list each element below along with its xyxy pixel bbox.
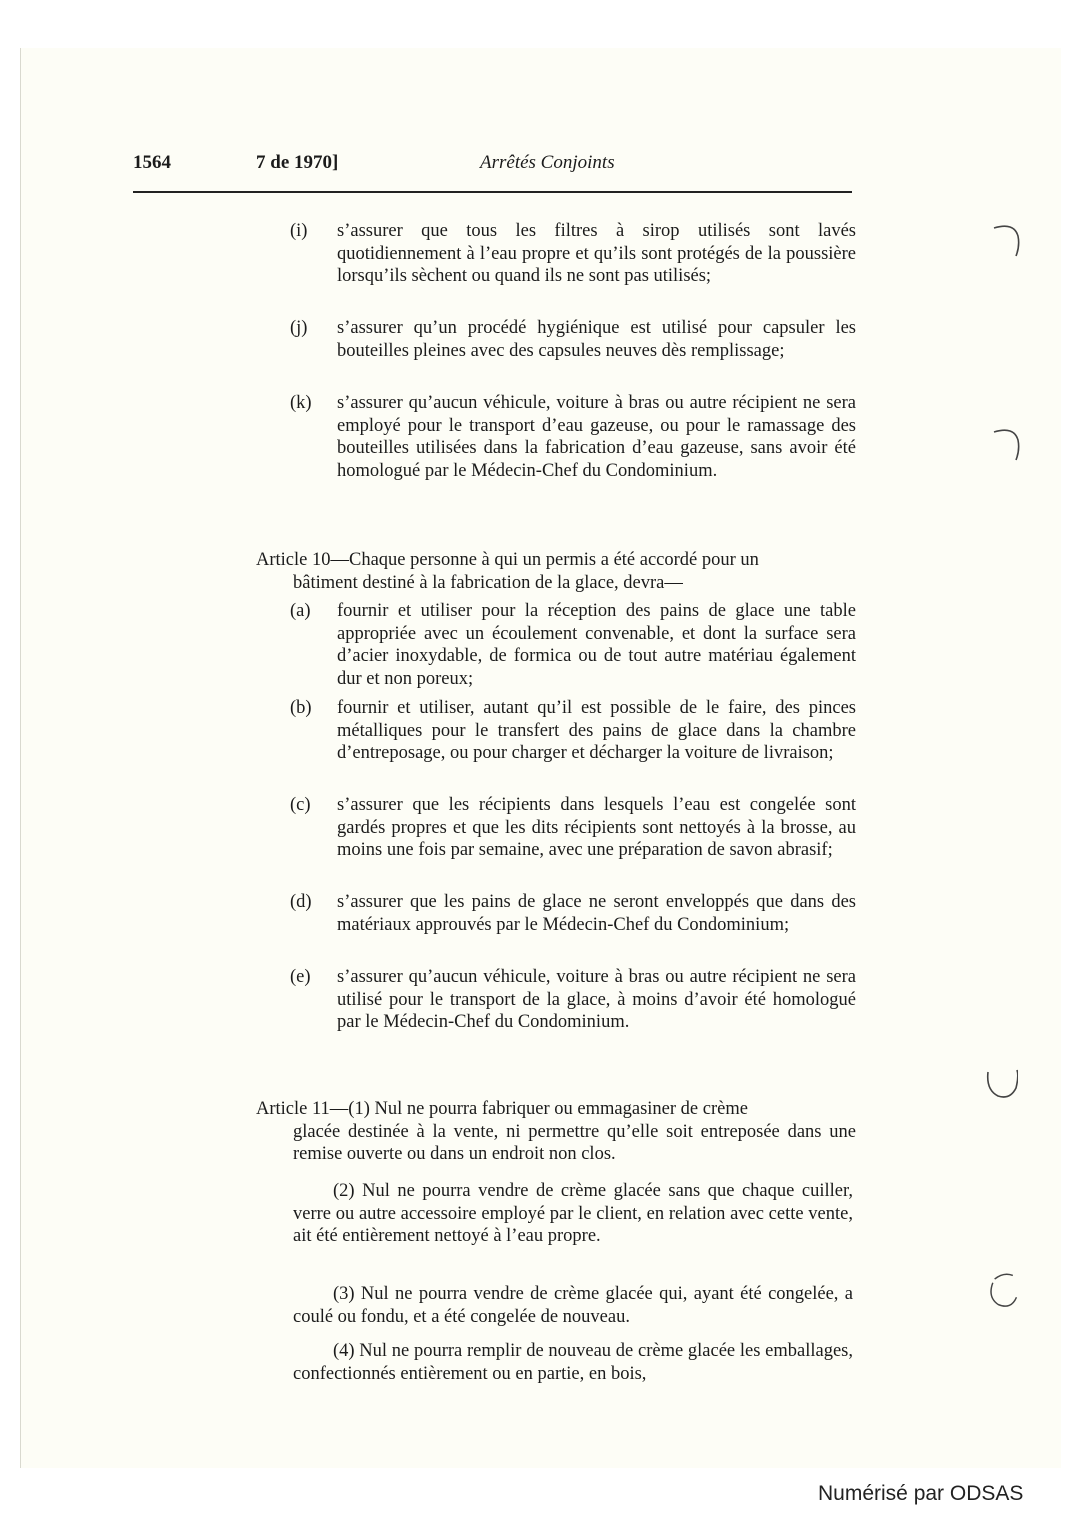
list-item-text: s’assurer que tous les filtres à sirop utilisés sont lavés quotidiennement à l’eau propre et qu’ils sont protégés de la poussière lorsqu’ils sèchent ou quand ils ne sont pas utilisés;	[337, 221, 856, 287]
list-item	[290, 794, 856, 862]
list-item-text: s’assurer que les récipients dans lesquels l’eau est congelée sont gardés propres et que les dits récipients sont nettoyés à la brosse, au moins une fois par semaine, avec une préparation de savon abrasif;	[337, 795, 856, 861]
list-item-label: (j)	[290, 318, 308, 338]
list-item-text: fournir et utiliser, autant qu’il est possible de le faire, des pinces métalliques pour le transfert des pains de glace dans la chambre d’entreposage, ou pour charger et décharger la voiture de livraison;	[337, 698, 856, 764]
list-item	[290, 220, 856, 288]
list-item-label: (e)	[290, 967, 311, 987]
issue-reference: 7 de 1970]	[256, 152, 339, 173]
article-heading: Article 10—Chaque personne à qui un permis a été accordé pour un	[256, 550, 759, 570]
list-item	[290, 392, 856, 482]
list-item	[290, 317, 856, 362]
list-item-text: s’assurer qu’aucun véhicule, voiture à bras ou autre récipient ne sera utilisé pour le transport de la glace, à moins d’avoir été homologué par le Médecin-Chef du Condominium.	[337, 967, 856, 1033]
page-header	[0, 152, 1075, 182]
article-heading: Article 11—(1) Nul ne pourra fabriquer ou emmagasiner de crème	[256, 1099, 748, 1119]
list-item-label: (b)	[290, 698, 312, 718]
article-text: bâtiment destiné à la fabrication de la glace, devra—	[293, 572, 683, 593]
punch-hole-icon	[984, 1270, 1018, 1310]
list-item-label: (a)	[290, 601, 311, 621]
article-paragraph: (3) Nul ne pourra vendre de crème glacée qui, ayant été congelée, a coulé ou fondu, et a été congelée de nouveau.	[293, 1284, 853, 1327]
page-number: 1564	[133, 152, 171, 173]
list-item	[290, 966, 856, 1034]
article-11	[256, 1098, 856, 1166]
article-10	[256, 549, 856, 594]
punch-hole-icon	[988, 222, 1022, 262]
list-item-text: s’assurer qu’un procédé hygiénique est utilisé pour capsuler les bouteilles pleines avec des capsules neuves dès remplissage;	[337, 318, 856, 361]
punch-hole-icon	[984, 1066, 1018, 1106]
list-item-text: fournir et utiliser pour la réception des pains de glace une table appropriée avec un écoulement convenable, et dont la surface sera d’acier inoxydable, de formica ou de tout autre matériau également dur et non poreux;	[337, 601, 856, 689]
article-text: glacée destinée à la vente, ni permettre qu’elle soit entreposée dans une remise ouverte ou dans un endroit non clos.	[293, 1121, 856, 1165]
list-item	[290, 600, 856, 690]
list-item	[290, 891, 856, 936]
list-item-label: (d)	[290, 892, 312, 912]
list-item-label: (k)	[290, 393, 312, 413]
list-item-text: s’assurer que les pains de glace ne seront enveloppés que dans des matériaux approuvés par le Médecin-Chef du Condominium;	[337, 892, 856, 935]
punch-hole-icon	[988, 426, 1022, 466]
article-paragraph: (4) Nul ne pourra remplir de nouveau de crème glacée les emballages, confectionnés entièrement ou en partie, en bois,	[293, 1341, 853, 1384]
section-title: Arrêtés Conjoints	[480, 152, 615, 173]
header-rule	[133, 191, 852, 193]
list-item-text: s’assurer qu’aucun véhicule, voiture à bras ou autre récipient ne sera employé pour le transport d’eau gazeuse, ou pour le ramassage des bouteilles utilisées dans la fabrication d’eau gazeuse, sans avoir été homologué par le Médecin-Chef du Condominium.	[337, 393, 856, 481]
digitization-credit: Numérisé par ODSAS	[818, 1482, 1024, 1505]
list-item-label: (i)	[290, 221, 308, 241]
list-item-label: (c)	[290, 795, 311, 815]
article-paragraph: (2) Nul ne pourra vendre de crème glacée sans que chaque cuiller, verre ou autre accessoire employé par le client, en relation avec cette vente, ait été entièrement nettoyé à l’eau propre.	[293, 1181, 853, 1247]
list-item	[290, 697, 856, 765]
